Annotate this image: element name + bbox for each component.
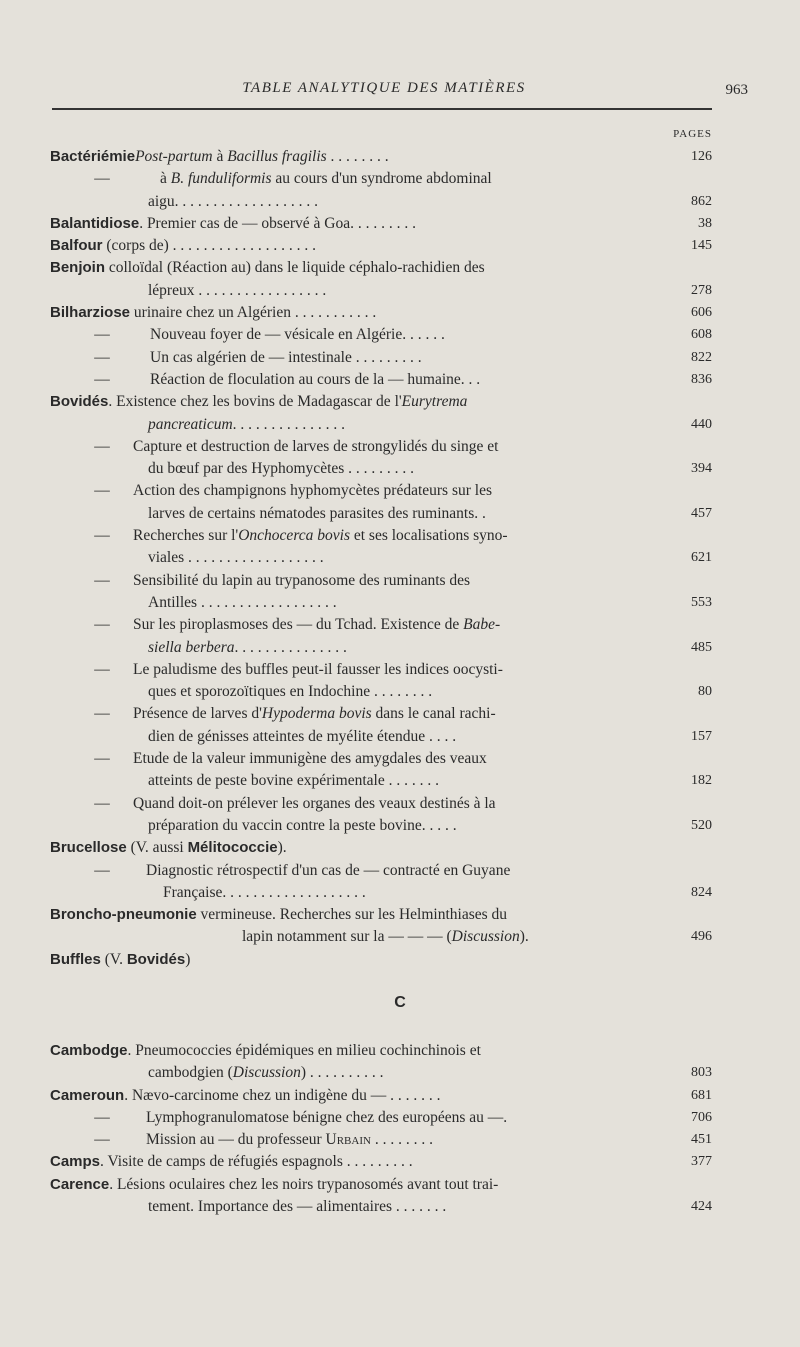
entry-fragment: ques et sporozoïtiques en Indochine . . . . . . . . [148,683,433,701]
pages-column-label: PAGES [673,128,712,140]
entry-fragment: Urbain [325,1131,371,1149]
entry-fragment: . Existence chez les bovins de Madagascar de l' [108,393,402,411]
entry-headword: Buffles [50,950,101,968]
index-line [0,659,800,681]
index-line [0,1062,800,1084]
index-line [0,280,800,302]
continuation-dash: — [94,370,110,388]
index-line [0,213,800,235]
entry-headword: Bovidés [50,393,109,411]
entry-text [133,748,487,770]
entry-fragment: au cours d'un syndrome abdominal [271,170,492,188]
index-line [0,324,800,346]
entry-text [148,815,457,837]
index-line [0,503,800,525]
index-line [0,637,800,659]
entry-fragment: Française. . . . . . . . . . . . . . . . . . . [163,883,366,901]
entry-fragment: colloïdal (Réaction au) dans le liquide céphalo-rachidien des [105,259,485,277]
index-line [0,1151,800,1173]
entry-headword: Balantidiose [50,214,140,232]
page-reference: 157 [691,728,712,744]
page-reference: 822 [691,349,712,365]
continuation-dash: — [94,482,110,500]
continuation-dash: — [94,794,110,812]
page-number: 963 [725,82,748,98]
page-reference: 440 [691,416,712,432]
continuation-dash: — [94,750,110,768]
page-reference: 862 [691,193,712,209]
entry-text [50,1174,498,1196]
entry-fragment: ) . . . . . . . . . . [300,1064,384,1082]
entry-text [50,949,190,971]
index-entries-b [0,146,800,971]
continuation-dash: — [94,660,110,678]
index-entries-c [0,1040,800,1218]
page-reference: 182 [691,773,712,789]
page-reference: 424 [691,1199,712,1215]
entry-text [160,168,492,190]
continuation-dash: — [94,1131,110,1149]
continuation-dash: — [94,705,110,723]
entry-fragment: Mission au — du professeur [146,1131,326,1149]
entry-fragment: Antilles . . . . . . . . . . . . . . . . . . [148,593,337,611]
index-line [0,904,800,926]
entry-fragment: Sensibilité du lapin au trypanosome des ruminants des [133,571,471,589]
entry-text [146,1129,433,1151]
index-line [0,458,800,480]
index-line [0,547,800,569]
section-letter: C [394,994,406,1011]
running-title: TABLE ANALYTIQUE DES MATIÈRES [242,80,526,96]
entry-headword: Carence [50,1175,110,1193]
index-line [0,235,800,257]
entry-fragment: ). [519,928,529,946]
entry-fragment: Onchocerca bovis [238,527,350,545]
entry-text [50,1085,441,1107]
entry-text [148,1196,446,1218]
entry-fragment: Réaction de floculation au cours de la — humaine. . . [150,370,481,388]
entry-fragment: Hypoderma bovis [261,705,372,723]
page-reference: 553 [691,594,712,610]
entry-text [50,904,507,926]
entry-text [133,614,500,636]
entry-fragment: . . . . . . . . . . . . . . . [234,638,347,656]
index-line [0,1129,800,1151]
entry-fragment: aigu. . . . . . . . . . . . . . . . . . . [148,192,319,210]
index-line [0,1107,800,1129]
index-line [0,391,800,413]
index-line [0,681,800,703]
entry-fragment: Diagnostic rétrospectif d'un cas de — contracté en Guyane [146,861,511,879]
entry-fragment: Discussion [232,1064,301,1082]
index-line [0,480,800,502]
index-line [0,570,800,592]
page-reference: 496 [691,929,712,945]
entry-fragment: Le paludisme des buffles peut-il fausser les indices oocysti- [133,660,503,678]
entry-fragment: viales . . . . . . . . . . . . . . . . . . [148,549,324,567]
entry-fragment: . . . . . . . . . . . . . . . [232,415,346,433]
index-line [0,860,800,882]
entry-text [148,191,318,213]
index-line [0,1196,800,1218]
entry-headword: Brucellose [50,839,127,857]
index-line [0,926,800,948]
entry-text [133,436,498,458]
index-line [0,726,800,748]
entry-headword: Cambodge [50,1042,128,1059]
continuation-dash: — [94,861,110,879]
entry-fragment: (V. [100,950,127,968]
entry-text [148,637,347,659]
entry-text [133,793,496,815]
entry-text [148,770,439,792]
page-reference: 608 [691,327,712,343]
page-reference: 681 [691,1087,712,1103]
index-line [0,1085,800,1107]
entry-fragment: à [160,170,171,188]
entry-text [148,547,324,569]
index-line [0,168,800,190]
index-line [0,793,800,815]
entry-fragment: Nouveau foyer de — vésicale en Algérie. . . . . . [150,326,445,344]
entry-fragment: (corps de) . . . . . . . . . . . . . . . . . . . [102,237,317,255]
entry-text [148,280,326,302]
entry-headword: Benjoin [50,259,105,277]
entry-fragment: Discussion [451,928,520,946]
entry-fragment: pancreaticum [148,415,233,433]
entry-fragment: . Visite de camps de réfugiés espagnols . . . . . . . . . [100,1153,413,1171]
page-reference: 803 [691,1065,712,1081]
entry-fragment: Sur les piroplasmoses des — du Tchad. Existence de [133,616,464,634]
entry-text [50,235,316,257]
continuation-dash: — [94,571,110,589]
entry-fragment: . Nævo-carcinome chez un indigène du — . . . . . . . [124,1086,441,1104]
page-reference: 485 [691,639,712,655]
index-line [0,1174,800,1196]
entry-fragment: dien de génisses atteintes de myélite étendue . . . . [148,727,457,745]
page-reference: 278 [691,282,712,298]
entry-fragment: Bacillus fragilis [227,148,327,165]
header-rule [52,108,712,110]
index-line [0,302,800,324]
entry-text [148,592,337,614]
entry-fragment: . . . . . . . . [370,1131,433,1149]
entry-text [50,146,389,168]
entry-text [50,257,485,279]
entry-fragment: Capture et destruction de larves de strongylidés du singe et [133,437,499,455]
index-line [0,614,800,636]
page-reference: 457 [691,505,712,521]
entry-text [146,1107,507,1129]
entry-headword: Broncho-pneumonie [50,906,197,924]
entry-fragment: urinaire chez un Algérien . . . . . . . . . . . [130,304,377,322]
entry-fragment: préparation du vaccin contre la peste bovine. . . . . [148,816,457,834]
page-reference: 451 [691,1132,712,1148]
continuation-dash: — [94,326,110,344]
index-line [0,703,800,725]
entry-fragment: . Pneumococcies épidémiques en milieu cochinchinois et [127,1042,481,1059]
entry-text [150,324,445,346]
continuation-dash: — [94,170,110,188]
entry-fragment: larves de certains nématodes parasites des ruminants. . [148,504,486,522]
index-line [0,347,800,369]
entry-fragment: Quand doit-on prélever les organes des veaux destinés à la [133,794,496,812]
entry-text [50,1040,481,1062]
entry-fragment: à [212,148,228,165]
entry-fragment: cambodgien ( [148,1064,233,1082]
entry-text [150,347,422,369]
entry-fragment: ). [277,839,287,857]
entry-fragment: Post-partum [135,148,213,165]
page-reference: 824 [691,884,712,900]
index-line [0,146,800,168]
index-line [0,770,800,792]
entry-fragment: . Premier cas de — observé à Goa. . . . . . . . . [139,214,416,232]
entry-headword: Camps [50,1153,101,1171]
index-line [0,191,800,213]
entry-text [148,458,414,480]
entry-fragment: Etude de la valeur immunigène des amygdales des veaux [133,750,487,768]
entry-text [50,391,467,413]
entry-fragment: . Lésions oculaires chez les noirs trypanosomés avant tout trai- [109,1175,499,1193]
entry-headword: Cameroun [50,1086,125,1104]
index-line [0,525,800,547]
page-reference: 126 [691,149,712,164]
entry-fragment: lépreux . . . . . . . . . . . . . . . . . [148,281,327,299]
entry-fragment: lapin notamment sur la — — — ( [242,928,452,946]
entry-text [146,860,510,882]
page-reference: 606 [691,305,712,321]
index-line [0,369,800,391]
entry-fragment: siella berbera [148,638,235,656]
page-reference: 621 [691,550,712,566]
entry-text [133,659,503,681]
entry-text [148,726,456,748]
entry-text [50,837,287,859]
entry-fragment: Babe- [463,616,501,634]
entry-fragment: Bovidés [126,950,186,968]
entry-fragment: B. funduliformis [170,170,272,188]
page-reference: 80 [698,684,712,700]
entry-text [50,213,416,235]
entry-fragment: (V. aussi [126,839,188,857]
page-reference: 394 [691,461,712,477]
continuation-dash: — [94,527,110,545]
entry-fragment: tement. Importance des — alimentaires . . . . . . . [148,1198,447,1216]
entry-text [163,882,366,904]
continuation-dash: — [94,437,110,455]
entry-text [148,503,486,525]
entry-fragment: dans le canal rachi- [371,705,496,723]
entry-text [148,681,432,703]
page-reference: 520 [691,817,712,833]
entry-text [50,302,376,324]
index-line [0,949,800,971]
entry-fragment: . . . . . . . . [326,148,389,165]
entry-text [150,369,480,391]
entry-fragment: Mélitococcie [187,839,278,857]
continuation-dash: — [94,348,110,366]
entry-fragment: Eurytrema [401,393,468,411]
index-line [0,837,800,859]
entry-headword: Balfour [50,237,103,255]
entry-fragment: ) [185,950,191,968]
page-reference: 377 [691,1154,712,1170]
entry-headword: Bactériémie [50,148,136,165]
entry-text [133,525,508,547]
running-head [48,80,748,106]
entry-text [50,1151,413,1173]
continuation-dash: — [94,1108,110,1126]
index-line [0,414,800,436]
index-line [0,592,800,614]
entry-text [148,414,345,436]
entry-text [133,570,470,592]
entry-text [133,703,496,725]
index-line [0,815,800,837]
entry-text [148,1062,384,1084]
index-line [0,436,800,458]
entry-fragment: Un cas algérien de — intestinale . . . . . . . . . [150,348,422,366]
index-line [0,748,800,770]
page-reference: 38 [698,215,712,231]
entry-text [242,926,529,948]
index-line [0,882,800,904]
index-line [0,257,800,279]
entry-fragment: Recherches sur l' [133,527,239,545]
page-reference: 706 [691,1109,712,1125]
entry-fragment: Présence de larves d' [133,705,262,723]
entry-fragment: et ses localisations syno- [350,527,508,545]
entry-fragment: atteints de peste bovine expérimentale . . . . . . . [148,772,439,790]
page-reference: 836 [691,371,712,387]
entry-fragment: vermineuse. Recherches sur les Helminthiases du [196,906,508,924]
index-line [0,1040,800,1062]
entry-text [133,480,492,502]
continuation-dash: — [94,616,110,634]
entry-fragment: Lymphogranulomatose bénigne chez des européens au —. [146,1108,508,1126]
entry-headword: Bilharziose [50,304,131,322]
entry-fragment: Action des champignons hyphomycètes prédateurs sur les [133,482,492,500]
entry-fragment: du bœuf par des Hyphomycètes . . . . . . . . . [148,460,415,478]
page-reference: 145 [691,238,712,254]
